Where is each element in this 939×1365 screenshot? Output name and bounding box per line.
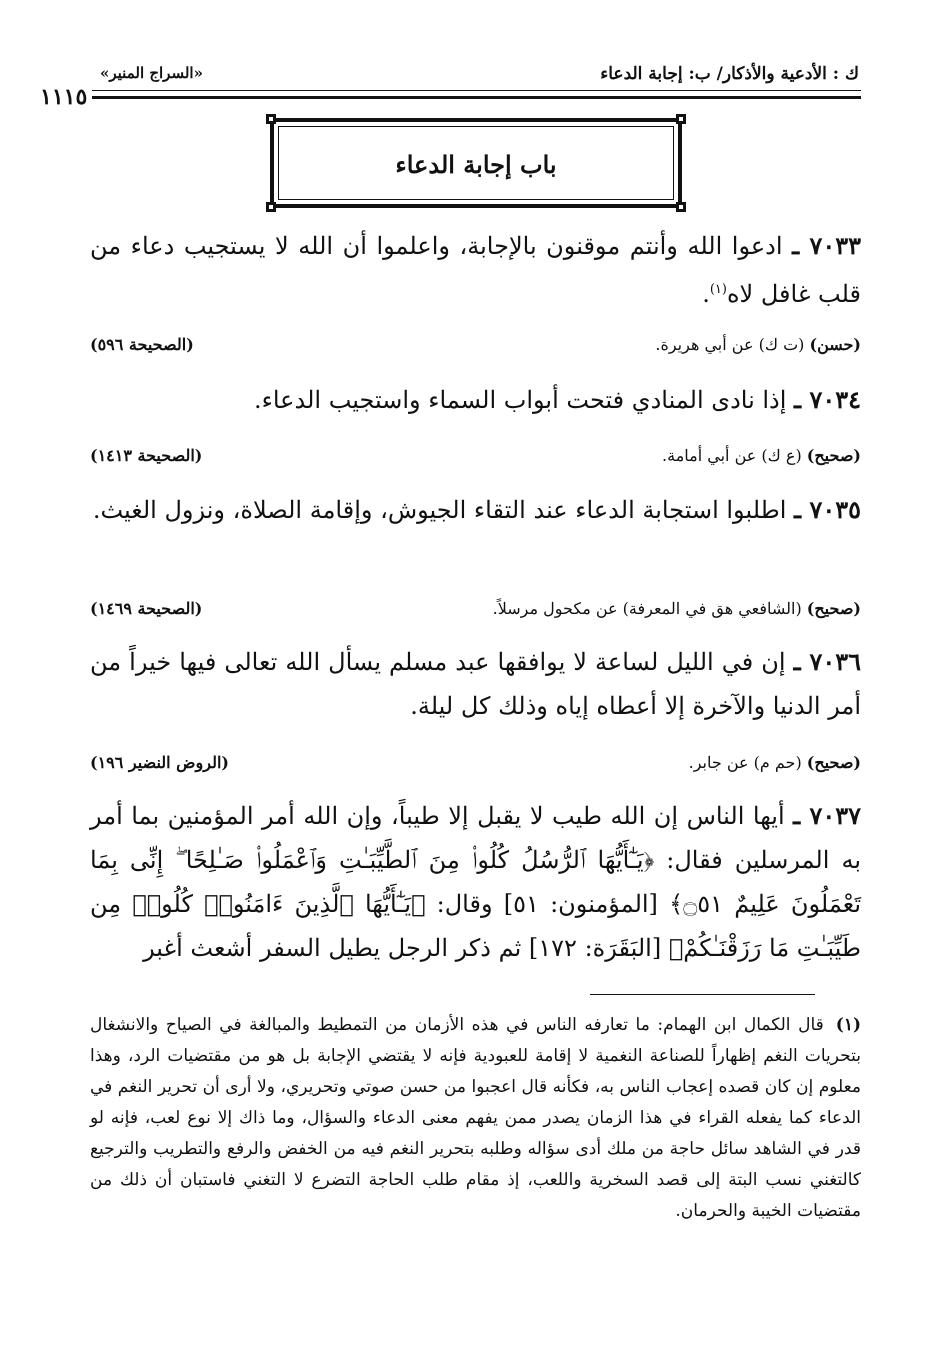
hadith-text: إذا نادى المنادي فتحت أبواب السماء واستجيب الدعاء. bbox=[253, 386, 787, 414]
hadith-number: ٧٠٣٤ ـ bbox=[794, 385, 861, 414]
footnote-ref[interactable]: (١) bbox=[709, 282, 727, 297]
reference: (الصحيحة ١٤١٣) bbox=[90, 446, 203, 465]
hadith-text: أيها الناس إن الله طيب لا يقبل إلا طيباً، وإن الله أمر المؤمنين بما أمر به المرسلين فقال: ﴿يَـٰٓأَيُّهَا ٱلرُّسُلُ كُلُوا۟ مِنَ ٱلطَّيِّبَـٰتِ وَٱعْمَلُوا۟ صَـٰلِحًا ۖ إِنِّى بِمَا تَعْمَلُونَ عَلِيمٌ ۝٥١﴾ [المؤمنون: ٥١] وقال: ﴿يَـٰٓأَيُّهَا ٱلَّذِينَ ءَامَنُوا۟ كُلُوا۟ مِن طَيِّبَـٰتِ مَا رَزَقْنَـٰكُمْ﴾ [البَقَرَة: ١٧٢] ثم ذكر الرجل يطيل السفر أشعث أغبر bbox=[90, 802, 861, 962]
grade-source bbox=[662, 444, 861, 468]
grade-source bbox=[689, 751, 861, 775]
header-rule-thick bbox=[92, 96, 861, 99]
grade-label: (حسن) bbox=[809, 335, 861, 354]
hadith-7037 bbox=[90, 794, 861, 970]
frame-corner bbox=[266, 114, 276, 124]
narrator-source: (الشافعي هق في المعرفة) عن مكحول مرسلاً. bbox=[492, 599, 802, 618]
chapter-title-frame bbox=[270, 118, 682, 208]
hadith-7035 bbox=[90, 488, 861, 532]
grade-label: (صحيح) bbox=[806, 599, 861, 618]
hadith-text-end: . bbox=[702, 280, 710, 308]
header-rule-thin bbox=[92, 90, 861, 91]
narrator-source: (ت ك) عن أبي هريرة. bbox=[655, 335, 805, 354]
hadith-7033 bbox=[90, 224, 861, 316]
hadith-7034 bbox=[90, 378, 861, 422]
footnote-separator bbox=[590, 994, 815, 995]
hadith-number: ٧٠٣٥ ـ bbox=[794, 495, 861, 524]
running-header-chapter: ك : الأدعية والأذكار/ ب: إجابة الدعاء bbox=[600, 64, 859, 84]
grade-source bbox=[655, 333, 861, 357]
hadith-text: اطلبوا استجابة الدعاء عند التقاء الجيوش، وإقامة الصلاة، ونزول الغيث. bbox=[92, 496, 787, 524]
reference: (الصحيحة ١٤٦٩) bbox=[90, 599, 203, 618]
grade-source bbox=[493, 597, 861, 621]
hadith-7036-grade bbox=[90, 751, 861, 775]
hadith-text: ادعوا الله وأنتم موقنون بالإجابة، واعلموا أن الله لا يستجيب دعاء من قلب غافل لاه bbox=[90, 232, 861, 308]
frame-corner bbox=[676, 114, 686, 124]
frame-corner bbox=[676, 202, 686, 212]
narrator-source: (ع ك) عن أبي أمامة. bbox=[662, 446, 802, 465]
hadith-7033-grade bbox=[90, 333, 861, 357]
running-header-book: «السراج المنير» bbox=[100, 64, 203, 82]
chapter-title: باب إجابة الدعاء bbox=[395, 150, 557, 179]
hadith-7035-grade bbox=[90, 597, 861, 621]
narrator-source: (حم م) عن جابر. bbox=[688, 753, 802, 772]
hadith-number: ٧٠٣٦ ـ bbox=[793, 647, 862, 676]
reference: (الصحيحة ٥٩٦) bbox=[90, 335, 194, 354]
page-number: ١١١٥ bbox=[40, 84, 88, 110]
footnote-mark: (١) bbox=[835, 1015, 861, 1035]
footnote-text: قال الكمال ابن الهمام: ما تعارفه الناس في هذه الأزمان من التمطيط والمبالغة في الصياح والانشغال بتحريات النغم إظهاراً للصناعة النغمية لا إقامة للعبودية فإنه لا يقتضي الإجابة بل هو من مقتضيات الرد، وهذا معلوم إن كان قصده إعجاب الناس به، فكأنه قال اعجبوا من حسن صوتي وتحريري، ولا أرى أن تحرير النغم في الدعاء كما يفعله القراء في هذا الزمان يصدر ممن يفهم معنى الدعاء والسؤال، وما ذاك إلا نوع لعب، فإنه لو قدر في الشاهد سائل حاجة من ملك أدى سؤاله وطلبه بتحرير النغم فيه من الخفض والرفع والتطريب والترجيع كالتغني نسب البتة إلى قصد السخرية واللعب، إذ مقام طلب الحاجة التضرع لا التغني فاستبان أن ذلك من مقتضيات الخيبة والحرمان. bbox=[90, 1015, 861, 1221]
grade-label: (صحيح) bbox=[806, 446, 861, 465]
reference: (الروض النضير ١٩٦) bbox=[90, 753, 229, 772]
frame-corner bbox=[266, 202, 276, 212]
hadith-7036 bbox=[90, 640, 861, 728]
hadith-number: ٧٠٣٧ ـ bbox=[793, 801, 861, 830]
hadith-7034-grade bbox=[90, 444, 861, 468]
hadith-text: إن في الليل لساعة لا يوافقها عبد مسلم يسأل الله تعالى فيها خيراً من أمر الدنيا والآخرة إلا أعطاه إياه وذلك كل ليلة. bbox=[90, 648, 861, 720]
hadith-number: ٧٠٣٣ ـ bbox=[792, 231, 861, 260]
grade-label: (صحيح) bbox=[806, 753, 861, 772]
footnote bbox=[90, 1010, 861, 1227]
